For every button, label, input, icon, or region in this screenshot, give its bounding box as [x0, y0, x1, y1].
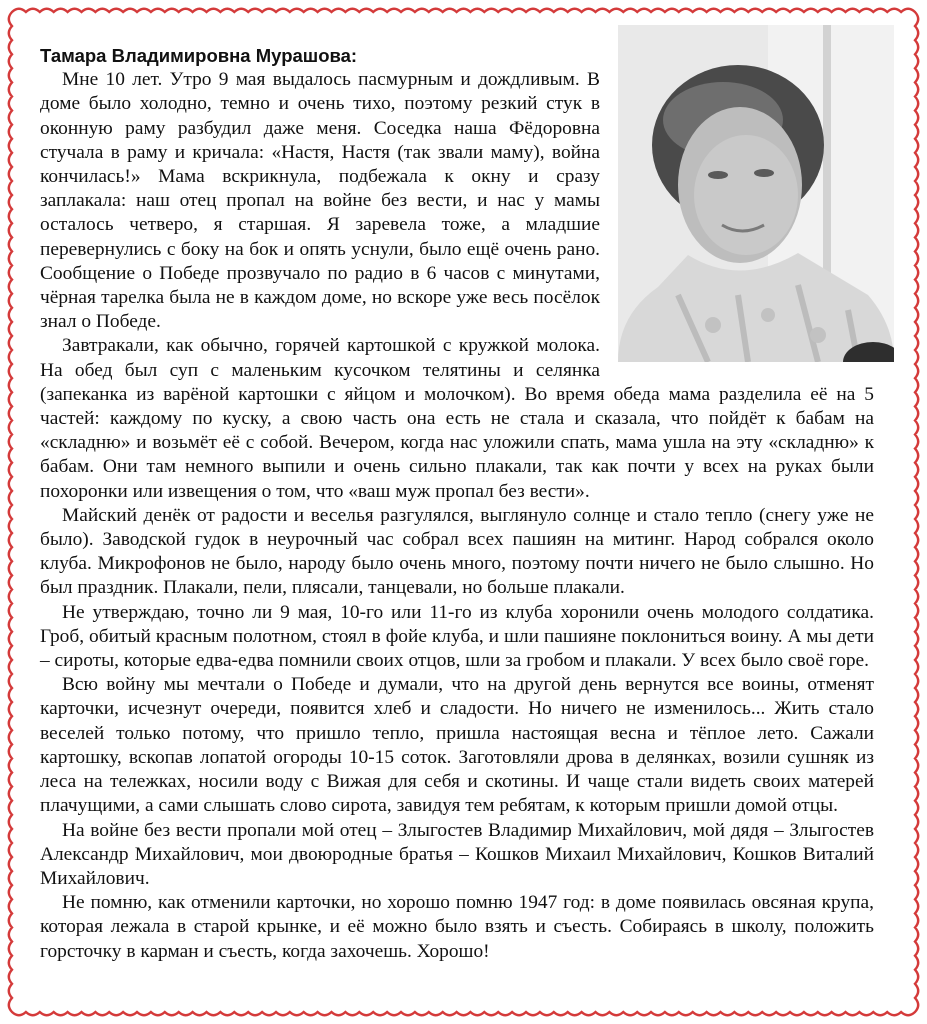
paragraph: На войне без вести пропали мой отец – Злыгостев Владимир Михайлович, мой дядя – Злыгостев Александр Михайлович, мои двоюродные братья – Кошков Михаил Михайлович, Кошков Виталий Михайлович. — [40, 819, 874, 889]
paragraph: Не утверждаю, точно ли 9 мая, 10-го или 11-го из клуба хоронили очень молодого солдатика. Гроб, обитый красным полотном, стоял в фойе клуба, и шли пашияне поклониться воину. А мы дети – сироты, которые едва-едва помнили своих отцов, шли за гробом и плакали. У всех было своё горе. — [40, 601, 874, 672]
photo-spacer — [606, 44, 874, 364]
article-text — [40, 44, 874, 964]
paragraph: Всю войну мы мечтали о Победе и думали, что на другой день вернутся все воины, отменят карточки, исчезнут очереди, появится хлеб и сладости. Но ничего не изменилось... Жить стало веселей только потому, что пришло тепло, пришла настоящая весна и тёплое лето. Сажали картошку, вскопав лопатой огороды 10-15 соток. Заготовляли дрова в делянках, возили сушняк из леса на тележках, носили воду с Вижая для себя и скотины. И чаще стали видеть своих матерей плачущими, а сами слышать слово сирота, завидуя тем ребятам, к которым пришли домой отцы. — [40, 674, 874, 817]
paragraph: Майский денёк от радости и веселья разгулялся, выглянуло солнце и стало тепло (снегу уже не было). Заводской гудок в неурочный час собрал всех пашиян на митинг. Народ собрался около клуба. Микрофонов не было, народу было очень много, поэтому почти ничего не было слышно. Но был праздник. Плакали, пели, плясали, танцевали, но больше плакали. — [40, 504, 874, 599]
paragraph: Мне 10 лет. Утро 9 мая выдалось пасмурным и дождливым. В доме было холодно, темно и очень тихо, поэтому резкий стук в оконную раму разбудил даже меня. Соседка наша Фёдоровна стучала в раму и кричала: «Настя, Настя (так звали маму), война кончилась!» Мама вскрикнула, подбежала к окну и сразу заплакала: наш отец пропал на войне без вести, и нас у мамы осталось четверо, я старшая. Я заревела тоже, а младшие перевернулись с боку на бок и опять уснули, было ещё очень рано. Сообщение о Победе прозвучало по радио в 6 часов с минутами, чёрная тарелка была не в каждом доме, но вскоре уже весь посёлок знал о Победе. — [40, 69, 600, 333]
paragraph: Завтракали, как обычно, горячей картошкой с кружкой молока. На обед был суп с маленьким кусочком телятины и селянка (запеканка из варёной картошки с яйцом и молочком). Во время обеда мама разделила её на 5 частей: каждому по куску, а свою часть она есть не стала и сказала, что пойдёт к бабам на «складню» и возьмёт её с собой. Вечером, когда нас уложили спать, мама ушла на эту «складню» к бабам. Они там немного выпили и очень сильно плакали, так как почти у всех на руках были похоронки или извещения о том, что «ваш муж пропал без вести». — [40, 335, 874, 502]
paragraph: Не помню, как отменили карточки, но хорошо помню 1947 год: в доме появилась овсяная крупа, которая лежала в старой крынке, и её можно было взять и съесть. Собираясь в школу, положить горсточку в карман и съесть, когда захочешь. Хорошо! — [40, 892, 874, 962]
author-name: Тамара Владимировна Мурашова: — [40, 45, 358, 66]
